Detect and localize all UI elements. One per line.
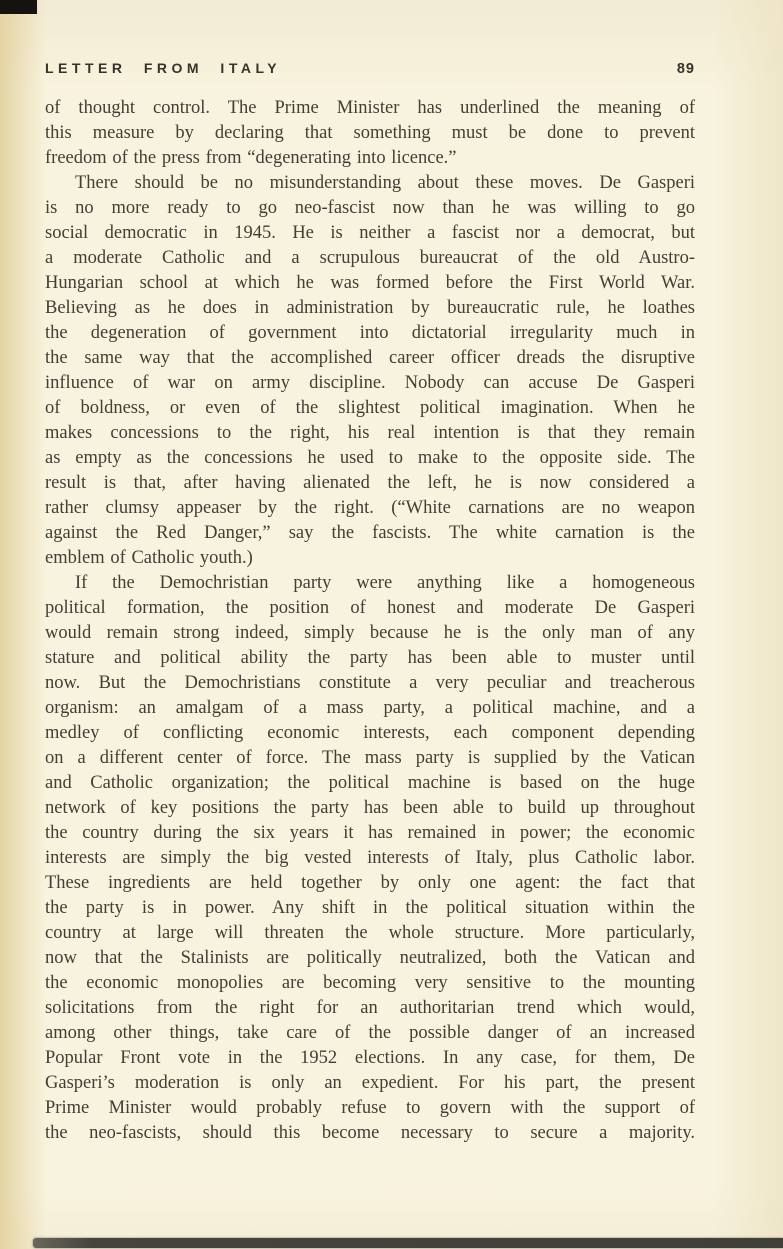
text-line: would remain strong indeed, simply because he is the only man of any [45, 623, 695, 643]
text-line: against the Red Danger,” say the fascists. The white carnation is the [45, 523, 695, 543]
paragraph [45, 571, 695, 1146]
text-line: solicitations from the right for an authoritarian trend which would, [45, 998, 695, 1018]
text-line: of thought control. The Prime Minister has underlined the meaning of [45, 98, 695, 118]
text-line: medley of conflicting economic interests, each component depending [45, 723, 695, 743]
text-line: a moderate Catholic and a scrupulous bureaucrat of the old Austro- [45, 248, 695, 268]
text-line: of boldness, or even of the slightest political imagination. When he [45, 398, 695, 418]
text-line: Popular Front vote in the 1952 elections. In any case, for them, De [45, 1048, 695, 1068]
paragraph [45, 171, 695, 571]
text-line: the neo-fascists, should this become necessary to secure a majority. [45, 1123, 695, 1143]
text-body [45, 96, 695, 1146]
text-line: among other things, take care of the possible danger of an increased [45, 1023, 695, 1043]
text-line: freedom of the press from “degenerating into licence.” [45, 148, 457, 168]
text-line: social democratic in 1945. He is neither a fascist nor a democrat, but [45, 223, 695, 243]
page-number: 89 [676, 61, 695, 77]
text-line: network of key positions the party has been able to build up throughout [45, 798, 695, 818]
text-line: now that the Stalinists are politically neutralized, both the Vatican and [45, 948, 695, 968]
text-line: the economic monopolies are becoming very sensitive to the mounting [45, 973, 695, 993]
page-header [45, 60, 695, 77]
text-line: country at large will threaten the whole structure. More particularly, [45, 923, 695, 943]
text-line: result is that, after having alienated the left, he is now considered a [45, 473, 695, 493]
text-line: interests are simply the big vested interests of Italy, plus Catholic labor. [45, 848, 695, 868]
text-line: the same way that the accomplished career officer dreads the disruptive [45, 348, 695, 368]
text-line: is no more ready to go neo-fascist now than he was willing to go [45, 198, 695, 218]
text-line: Prime Minister would probably refuse to govern with the support of [45, 1098, 695, 1118]
scan-artifact-bottom-bar [33, 1238, 783, 1248]
text-line: If the Demochristian party were anything like a homogeneous [75, 573, 695, 593]
text-line: There should be no misunderstanding about these moves. De Gasperi [75, 173, 695, 193]
text-line: the country during the six years it has remained in power; the economic [45, 823, 695, 843]
text-line: as empty as the concessions he used to make to the opposite side. The [45, 448, 695, 468]
text-line: These ingredients are held together by only one agent: the fact that [45, 873, 695, 893]
text-line: the degeneration of government into dictatorial irregularity much in [45, 323, 695, 343]
text-line: now. But the Demochristians constitute a very peculiar and treacherous [45, 673, 695, 693]
text-line: stature and political ability the party has been able to muster until [45, 648, 695, 668]
text-line: rather clumsy appeaser by the right. (“White carnations are no weapon [45, 498, 695, 518]
text-line: makes concessions to the right, his real intention is that they remain [45, 423, 695, 443]
scan-artifact-top-left [0, 0, 37, 14]
text-line: emblem of Catholic youth.) [45, 548, 253, 568]
text-line: influence of war on army discipline. Nobody can accuse De Gasperi [45, 373, 695, 393]
text-line: on a different center of force. The mass party is supplied by the Vatican [45, 748, 695, 768]
text-line: the party is in power. Any shift in the political situation within the [45, 898, 695, 918]
text-line: Believing as he does in administration by bureaucratic rule, he loathes [45, 298, 695, 318]
text-line: this measure by declaring that something must be done to prevent [45, 123, 695, 143]
text-line: organism: an amalgam of a mass party, a political machine, and a [45, 698, 695, 718]
text-line: and Catholic organization; the political machine is based on the huge [45, 773, 695, 793]
paragraph [45, 96, 695, 171]
running-title: LETTER FROM ITALY [45, 60, 282, 76]
text-line: Gasperi’s moderation is only an expedient. For his part, the present [45, 1073, 695, 1093]
text-line: Hungarian school at which he was formed before the First World War. [45, 273, 695, 293]
text-line: political formation, the position of honest and moderate De Gasperi [45, 598, 695, 618]
